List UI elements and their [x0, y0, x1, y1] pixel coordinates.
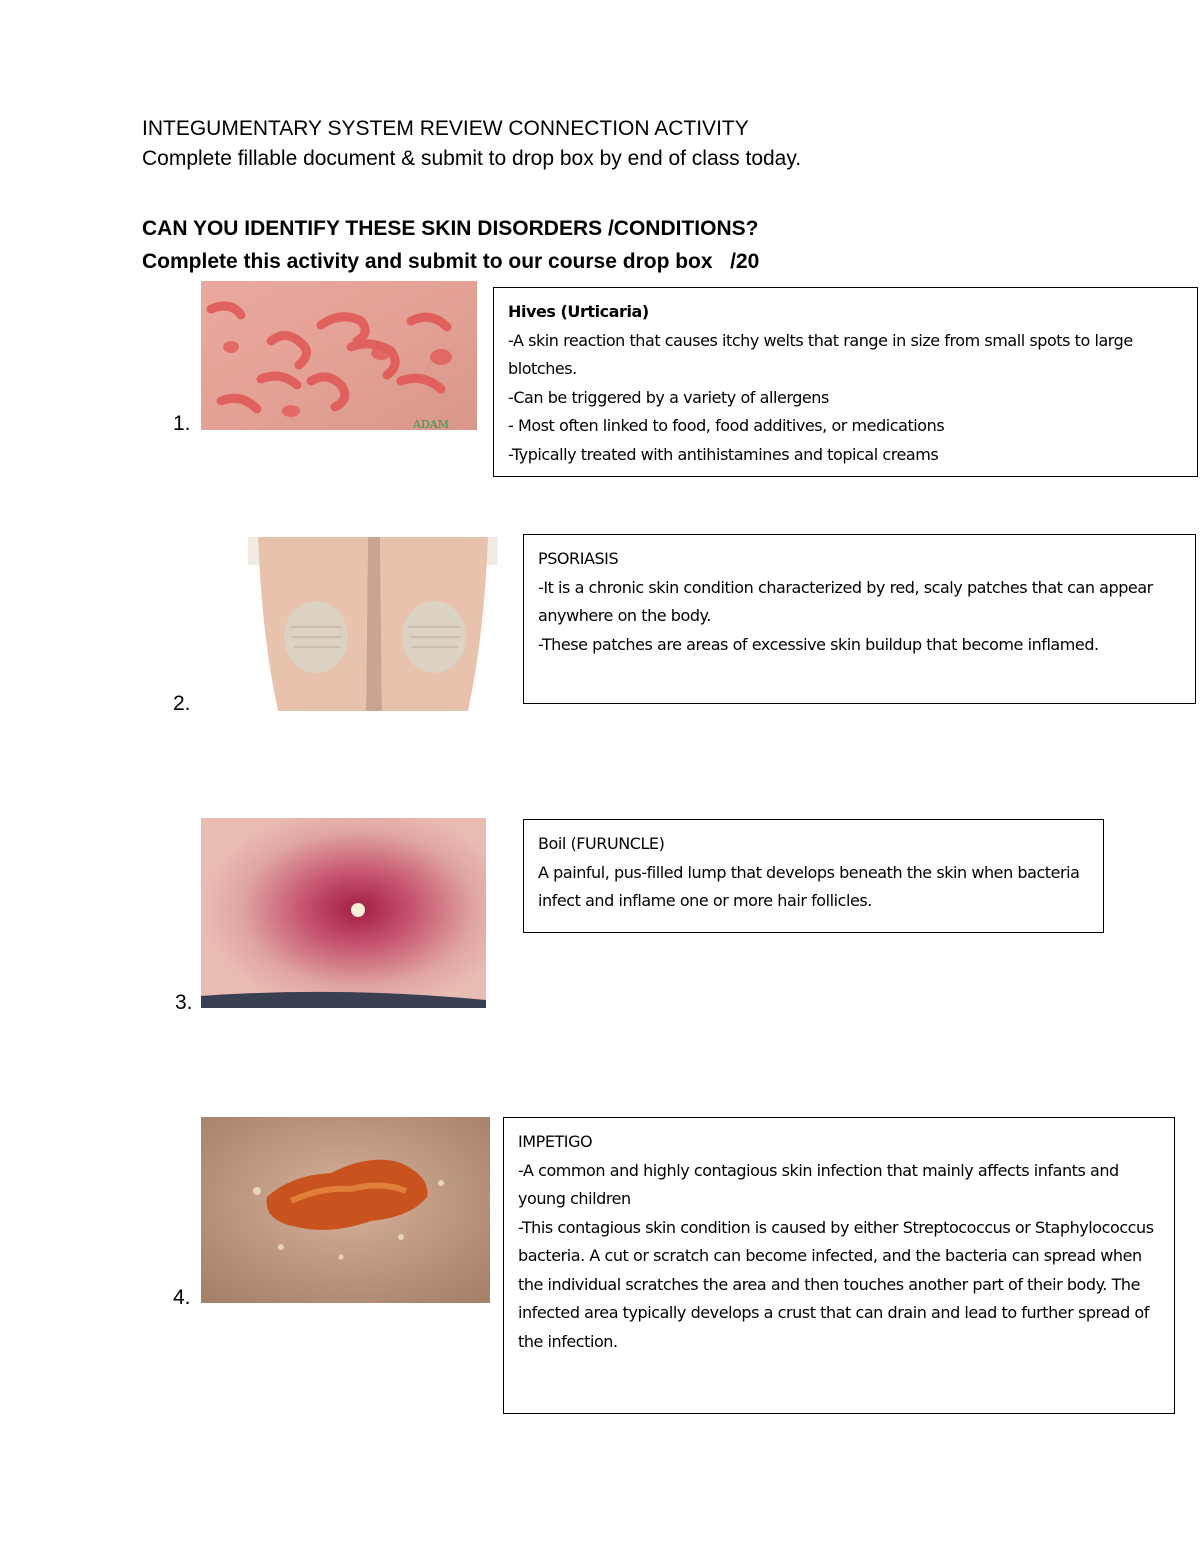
item-number: 1. [173, 412, 191, 435]
adam-watermark: ADAM [413, 418, 449, 430]
answer-box-4[interactable] [503, 1117, 1175, 1414]
answer-title: PSORIASIS [538, 549, 619, 568]
instructions-text: Complete fillable document & submit to drop box by end of class today. [142, 147, 802, 170]
item-number: 4. [173, 1286, 191, 1309]
answer-line: -This contagious skin condition is caused by either Streptococcus or Staphylococcus bacteria. A cut or scratch can become infected, and the bacteria can spread when the individual scratches the area and then touches another part of their body. The infected area typically develops a crust that can drain and lead to further spread of the infection. [518, 1217, 1154, 1351]
activity-subheading: Complete this activity and submit to our course drop box /20 [142, 250, 760, 273]
answer-box-2[interactable] [523, 534, 1196, 704]
document-title: INTEGUMENTARY SYSTEM REVIEW CONNECTION ACTIVITY [142, 117, 749, 140]
item-number: 3. [175, 991, 193, 1014]
answer-line: -A common and highly contagious skin infection that mainly affects infants and young children [518, 1160, 1119, 1208]
answer-line: -These patches are areas of excessive skin buildup that become inflamed. [538, 634, 1099, 654]
answer-line: -It is a chronic skin condition characterized by red, scaly patches that can appear anywhere on the body. [538, 577, 1153, 625]
question-heading: CAN YOU IDENTIFY THESE SKIN DISORDERS /CONDITIONS? [142, 217, 759, 240]
answer-box-3[interactable] [523, 819, 1104, 933]
answer-line: - Most often linked to food, food additives, or medications [508, 416, 945, 435]
answer-line: -Typically treated with antihistamines and topical creams [508, 444, 939, 464]
answer-title: Boil (FURUNCLE) [538, 834, 665, 853]
psoriasis-image [248, 537, 498, 711]
answer-title: IMPETIGO [518, 1132, 593, 1151]
answer-line: -A skin reaction that causes itchy welts that range in size from small spots to large blotches. [508, 330, 1133, 378]
answer-line: A painful, pus-filled lump that develops beneath the skin when bacteria infect and inflame one or more hair follicles. [538, 862, 1080, 910]
answer-box-1[interactable] [493, 287, 1198, 477]
impetigo-image [201, 1117, 490, 1303]
answer-line: -Can be triggered by a variety of allergens [508, 387, 829, 407]
boil-image [201, 818, 486, 1008]
item-number: 2. [173, 692, 191, 715]
hives-image [201, 281, 477, 430]
answer-title: Hives (Urticaria) [508, 302, 649, 321]
